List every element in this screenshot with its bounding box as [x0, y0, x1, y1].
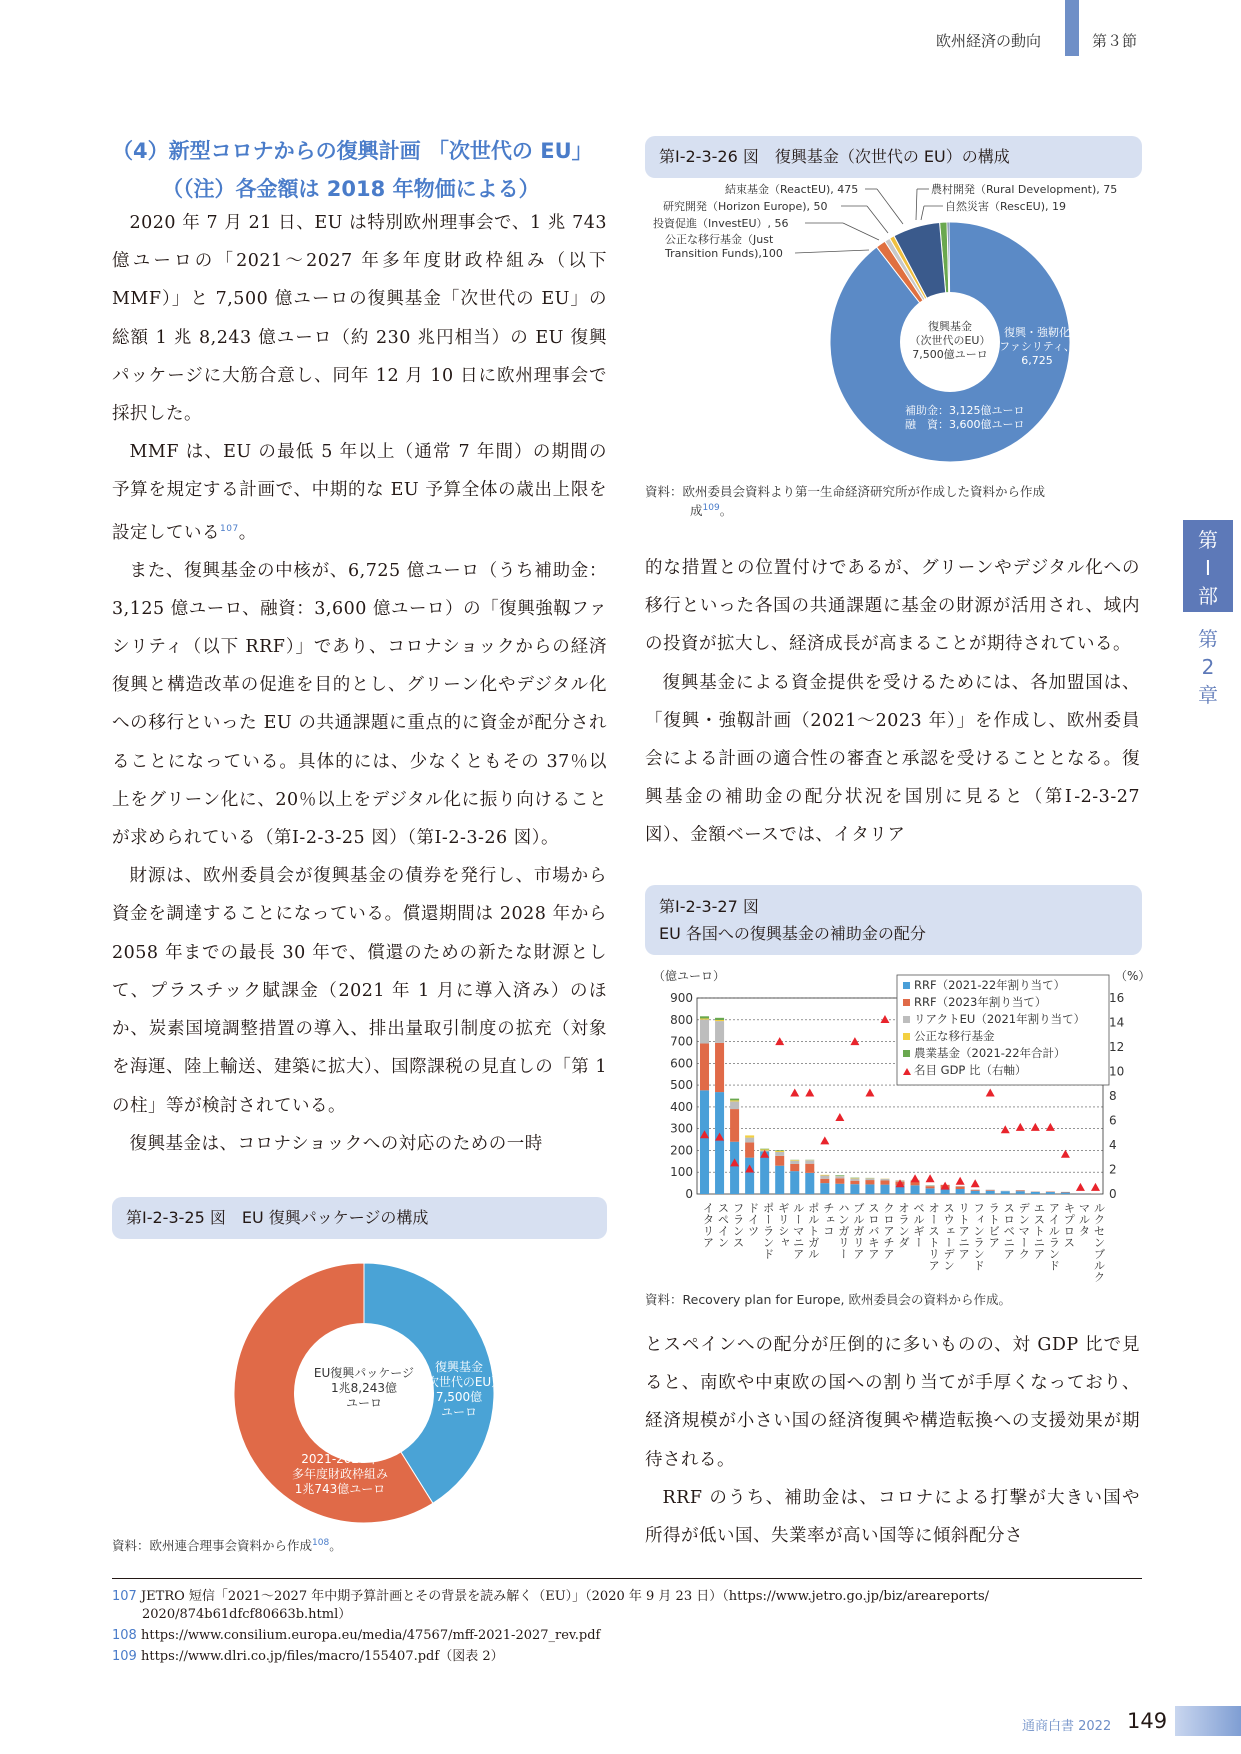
figure-25-donut-chart	[112, 1245, 612, 1535]
figure-25-title: 第Ⅰ-2-3-25 図 EU 復興パッケージの構成	[112, 1197, 607, 1239]
bar-segment	[805, 1160, 814, 1163]
center-label-line: ユーロ	[345, 1396, 383, 1410]
bar-segment	[835, 1178, 844, 1183]
y-tick-label: 900	[670, 991, 693, 1005]
gdp-marker	[1001, 1125, 1010, 1133]
paragraph: また、復興基金の中核が、6,725 億ユーロ（うち補助金：3,125 億ユーロ、融資：3,600 億ユーロ）の「復興強靱ファシリティ（以下 RRF）」であり、コロナショックからの経済復興と構造改革の促進を目的とし、グリーン化やデジタル化への移行といった EU の共通課題に重点的に資金が配分されることになっている。具体的には、少なくともその 37％以上をグリーン化に、20％以上をデジタル化に振り向けることが求められている（第Ⅰ-2-3-25 図）（第Ⅰ-2-3-26 図）。	[112, 560, 607, 849]
bar-segment	[700, 1018, 709, 1019]
x-tick-label: キプロス	[1062, 1202, 1077, 1248]
part-tab	[1183, 520, 1233, 612]
paragraph: 2020 年 7 月 21 日、EU は特別欧州理事会で、1 兆 743 億ユーロの「2021～2027 年多年度財政枠組み（以下 MMF）」と 7,500 億ユーロの復興基金「次世代の EU」の総額 1 兆 8,243 億ユーロ（約 230 兆円相当）の EU 復興パッケージに大筋合意し、同年 12 月 10 日に欧州理事会で採択した。	[112, 213, 607, 425]
slice-label-recovery: （次世代のEU）	[414, 1375, 504, 1389]
bar-segment	[790, 1171, 799, 1194]
gdp-marker	[820, 1136, 829, 1144]
y-tick-label: 500	[670, 1078, 693, 1093]
bar-segment	[790, 1160, 799, 1161]
bar-segment	[835, 1184, 844, 1194]
y-tick-label: 0	[685, 1187, 693, 1201]
gdp-marker	[1046, 1123, 1055, 1131]
slice-label-horizon: 研究開発（Horizon Europe), 50	[663, 200, 828, 213]
x-tick-label: ベルギー	[912, 1202, 927, 1248]
paragraph: 復興基金による資金提供を受けるためには、各加盟国は、「復興・強靱計画（2021～2023 年）」を作成し、欧州委員会による計画の適合性の審査と承認を受けることとなる。復興基金の補助金の配分状況を国別に見ると（第Ⅰ-2-3-27 図）、金額ベースでは、イタリア	[645, 672, 1140, 846]
slice-label-recovery: 7,500億	[435, 1390, 483, 1404]
x-tick-label: デンマーク	[1017, 1202, 1032, 1260]
x-tick-label: ルクセンブルク	[1092, 1202, 1107, 1283]
y-tick-label: 600	[670, 1056, 693, 1071]
paragraph: 復興基金は、コロナショックへの対応のための一時	[129, 1133, 543, 1154]
gdp-marker	[865, 1089, 874, 1097]
slice-label-rrf: 復興・強靭化	[1004, 326, 1070, 339]
y-tick-label: 100	[670, 1165, 693, 1180]
gdp-marker	[805, 1089, 814, 1097]
bar-segment	[760, 1149, 769, 1150]
right-body-text-2	[645, 1326, 1140, 1555]
bar-segment	[730, 1101, 739, 1109]
bar-segment	[865, 1178, 874, 1180]
x-tick-label: エストニア	[1032, 1202, 1047, 1260]
x-tick-label: スウェーデン	[942, 1202, 957, 1271]
bar-segment	[715, 1020, 724, 1021]
bar-segment	[880, 1185, 889, 1194]
bar-segment	[820, 1175, 829, 1178]
bar-segment	[926, 1186, 935, 1188]
bar-segment	[700, 1044, 709, 1091]
heading-line-2: （（注）各金額は 2018 年物価による）	[162, 177, 540, 201]
bar-segment	[700, 1020, 709, 1044]
figure-26-title: 第Ⅰ-2-3-26 図 復興基金（次世代の EU）の構成	[645, 136, 1142, 178]
bar-segment	[956, 1186, 965, 1187]
slice-label-recovery: 復興基金	[434, 1360, 484, 1374]
x-tick-label: フランス	[731, 1202, 746, 1248]
x-tick-label: ルーマニア	[791, 1202, 806, 1260]
gdp-marker	[1016, 1123, 1025, 1131]
x-tick-label: ギリシャ	[776, 1202, 791, 1248]
bar-segment	[1061, 1192, 1070, 1194]
heading-line-1: （4）新型コロナからの復興計画 「次世代の EU」	[112, 139, 593, 163]
page-number: 149	[1127, 1709, 1168, 1733]
bar-segment	[850, 1179, 859, 1181]
right-body-text-1	[645, 549, 1140, 855]
annotation-loan: 融 資：3,600億ユーロ	[905, 418, 1025, 431]
y2-tick-label: 10	[1109, 1064, 1125, 1079]
x-tick-label: スロベニア	[1002, 1202, 1017, 1260]
paragraph: MMF は、EU の最低 5 年以上（通常 7 年間）の期間の予算を規定する計画で、中期的な EU 予算全体の歳出上限を設定している$^{107}$。	[112, 442, 607, 543]
y-tick-label: 400	[670, 1099, 693, 1114]
gdp-marker	[1031, 1123, 1040, 1131]
y2-tick-label: 6	[1109, 1113, 1117, 1128]
bar-segment	[835, 1175, 844, 1176]
x-tick-label: リトアニア	[957, 1202, 972, 1260]
bar-segment	[1016, 1191, 1025, 1194]
y2-axis-label: （%）	[1115, 969, 1151, 983]
bar-segment	[805, 1173, 814, 1194]
footer-book-title: 通商白書 2022	[1022, 1719, 1112, 1734]
bar-segment	[820, 1179, 829, 1183]
left-body-text	[112, 204, 607, 1163]
slice-label-recovery: ユーロ	[440, 1405, 478, 1419]
bar-segment	[790, 1164, 799, 1171]
y2-tick-label: 12	[1109, 1040, 1125, 1054]
part-tab-char: 部	[1198, 584, 1218, 608]
slice-label-resc: 自然災害（RescEU), 19	[945, 200, 1066, 213]
center-label-line: 復興基金	[928, 320, 972, 333]
bar-segment	[730, 1109, 739, 1142]
bar-segment	[700, 1090, 709, 1194]
bar-segment	[775, 1156, 784, 1166]
gdp-marker	[911, 1174, 920, 1182]
slice-label-react: 結束基金（ReactEU), 475	[725, 183, 859, 196]
legend-label: 名目 GDP 比（右軸）	[914, 1063, 1027, 1077]
figure-27-title-line: EU 各国への復興基金の補助金の配分	[659, 924, 926, 943]
center-label-line: EU復興パッケージ	[313, 1366, 415, 1380]
bar-segment	[971, 1191, 980, 1194]
slice-label-invest: 投資促進（InvestEU）, 56	[653, 217, 789, 230]
x-tick-label: スロバキア	[866, 1202, 881, 1260]
bar-segment	[730, 1142, 739, 1194]
bar-segment	[775, 1151, 784, 1152]
x-tick-label: オーストリア	[927, 1202, 942, 1271]
bar-segment	[745, 1158, 754, 1194]
slice-label-mff: 2021-2027年	[301, 1452, 379, 1466]
bar-segment	[730, 1099, 739, 1101]
gdp-marker	[1091, 1183, 1100, 1191]
annotation-grant: 補助金：3,125億ユーロ	[905, 404, 1025, 417]
bar-segment	[790, 1161, 799, 1164]
x-tick-label: ブルガリア	[851, 1202, 866, 1260]
gdp-marker	[850, 1037, 859, 1045]
bar-segment	[850, 1181, 859, 1184]
running-header-section-title: 欧州経済の動向	[936, 32, 1042, 50]
bar-segment	[986, 1190, 995, 1191]
figure-27-title-line: 第Ⅰ-2-3-27 図	[659, 897, 759, 916]
y2-tick-label: 4	[1109, 1138, 1117, 1152]
footnote-ref[interactable]: 107	[220, 523, 239, 534]
bar-segment	[715, 1092, 724, 1194]
bar-segment	[1046, 1192, 1055, 1194]
paragraph: RRF のうち、補助金は、コロナによる打撃が大きい国や所得が低い国、失業率が高い国等に傾斜配分さ	[645, 1487, 1140, 1547]
y-tick-label: 300	[670, 1121, 693, 1136]
slice-label-just: 公正な移行基金（Just	[665, 233, 774, 246]
bar-segment	[715, 1021, 724, 1043]
x-tick-label: ポーランド	[761, 1202, 776, 1260]
bar-segment	[880, 1179, 889, 1181]
slice-label-rrf: 6,725	[1021, 354, 1053, 367]
gdp-marker	[880, 1015, 889, 1023]
y2-tick-label: 2	[1109, 1162, 1117, 1177]
x-tick-label: アイルランド	[1047, 1202, 1062, 1271]
bar-segment	[715, 1018, 724, 1020]
legend-swatch	[903, 1016, 910, 1023]
bar-segment	[775, 1166, 784, 1194]
bar-segment	[820, 1175, 829, 1176]
footnote-divider	[112, 1578, 1142, 1579]
legend-label: RRF（2021-22年割り当て）	[914, 978, 1066, 992]
footnote-ref[interactable]: 108	[312, 1538, 330, 1548]
bar-segment	[745, 1135, 754, 1137]
bar-segment	[805, 1164, 814, 1173]
y-tick-label: 800	[670, 1012, 693, 1027]
chapter-tab	[1183, 625, 1233, 709]
bar-segment	[835, 1176, 844, 1178]
bar-segment	[715, 1043, 724, 1092]
x-tick-label: マルタ	[1077, 1202, 1092, 1237]
bar-segment	[956, 1189, 965, 1194]
center-label-line: 1兆8,243億	[331, 1381, 397, 1395]
legend-swatch	[903, 1033, 910, 1040]
legend	[897, 975, 1109, 1085]
gdp-marker	[835, 1113, 844, 1121]
bar-segment	[911, 1185, 920, 1194]
bar-segment	[745, 1138, 754, 1143]
bar-segment	[926, 1188, 935, 1194]
gdp-marker	[1076, 1183, 1085, 1191]
x-tick-label: イタリア	[701, 1202, 716, 1248]
paragraph: 的な措置との位置付けであるが、グリーンやデジタル化への移行といった各国の共通課題に基金の財源が活用され、域内の投資が拡大し、経済成長が高まることが期待されている。	[645, 558, 1140, 655]
bar-segment	[730, 1100, 739, 1101]
bar-segment	[956, 1187, 965, 1189]
bar-segment	[760, 1152, 769, 1194]
x-tick-label: ドイツ	[746, 1202, 761, 1237]
y2-tick-label: 16	[1109, 991, 1125, 1005]
figure-26-source: 資料：欧州委員会資料より第一生命経済研究所が作成した資料から作成 成$^{109}$。	[645, 484, 1046, 519]
legend-label: 公正な移行基金	[914, 1029, 995, 1043]
bar-segment	[865, 1180, 874, 1184]
bar-segment	[1016, 1191, 1025, 1192]
x-tick-label: ハンガリー	[836, 1202, 851, 1260]
y-tick-label: 700	[670, 1034, 693, 1049]
gdp-marker	[986, 1089, 995, 1097]
bar-segment	[775, 1150, 784, 1151]
gdp-marker	[775, 1037, 784, 1045]
y2-tick-label: 14	[1109, 1015, 1125, 1030]
bar-segment	[880, 1180, 889, 1184]
part-tab-char: Ⅰ	[1205, 556, 1211, 580]
y2-tick-label: 8	[1109, 1089, 1117, 1103]
footnote-ref[interactable]: 109	[702, 503, 720, 513]
bar-segment	[971, 1190, 980, 1191]
gdp-marker	[956, 1177, 965, 1185]
paragraph: とスペインへの配分が圧倒的に多いものの、対 GDP 比で見ると、南欧や中東欧の国への割り当てが手厚くなっており、経済規模が小さい国の経済復興や構造転換への支援効果が期待される。	[645, 1335, 1140, 1470]
y2-tick-label: 0	[1109, 1187, 1117, 1201]
footnote-108: 108 https://www.consilium.europa.eu/media/47567/mff-2021-2027_rev.pdf	[112, 1628, 601, 1643]
gdp-marker	[1061, 1150, 1070, 1158]
legend-label: RRF（2023年割り当て）	[914, 995, 1047, 1009]
x-tick-label: ポルトガル	[806, 1202, 821, 1260]
footnote-107: 107 JETRO 短信「2021～2027 年中期予算計画とその背景を読み解く（EU）」（2020 年 9 月 23 日）（https://www.jetro.go.jp/biz/areareports/ 2020/874b61dfcf80663b.html）	[112, 1589, 989, 1622]
slice-label-mff: 多年度財政枠組み	[291, 1467, 389, 1481]
bar-segment	[1001, 1191, 1010, 1194]
figure-27-source: 資料：Recovery plan for Europe, 欧州委員会の資料から作成。	[645, 1292, 1011, 1307]
x-tick-label: チェコ	[821, 1202, 836, 1237]
bar-segment	[775, 1152, 784, 1156]
y-tick-label: 200	[670, 1143, 693, 1158]
bar-segment	[926, 1186, 935, 1187]
bar-segment	[745, 1142, 754, 1157]
center-label-line: （次世代のEU）	[909, 334, 991, 347]
bar-segment	[1031, 1192, 1040, 1194]
paragraph: 財源は、欧州委員会が復興基金の債券を発行し、市場から資金を調達することになっている。償還期間は 2028 年から 2058 年までの最長 30 年で、償還のための新たな財源として、プラスチック賦課金（2021 年 1 月に導入済み）のほか、炭素国境調整措置の導入、排出量取引制度の拡充（対象を海運、陸上輸送、建築に拡大）、国際課税の見直しの「第 1 の柱」等が検討されている。	[112, 866, 607, 1116]
footer-accent-bar	[1175, 1706, 1241, 1736]
bar-segment	[820, 1183, 829, 1194]
gdp-marker	[971, 1179, 980, 1187]
figure-27-bar-chart	[645, 962, 1151, 1287]
chapter-tab-char: 2	[1201, 655, 1215, 679]
chapter-tab-char: 章	[1198, 683, 1218, 707]
chapter-tab-char: 第	[1198, 627, 1218, 651]
slice-label-rural: 農村開発（Rural Development), 75	[931, 183, 1118, 196]
bar-segment	[700, 1016, 709, 1018]
x-tick-label: スペイン	[716, 1202, 731, 1248]
x-tick-label: オランダ	[897, 1202, 911, 1248]
figure-27-title	[645, 885, 1142, 955]
part-tab-char: 第	[1198, 528, 1218, 552]
slice-label-rrf: ファシリティ、	[999, 340, 1075, 353]
figure-26-donut-chart	[645, 180, 1145, 480]
bar-segment	[865, 1184, 874, 1194]
bar-segment	[850, 1184, 859, 1194]
section-heading	[112, 132, 612, 208]
running-header-section-number: 第３節	[1092, 32, 1138, 50]
y-axis-label: （億ユーロ）	[653, 969, 726, 983]
figure-25-source: 資料：欧州連合理事会資料から作成$^{108}$。	[112, 1538, 342, 1554]
legend-label: 農業基金（2021-22年合計）	[914, 1046, 1066, 1060]
bar-segment	[986, 1191, 995, 1194]
x-tick-label: クロアチア	[881, 1202, 896, 1260]
center-label-line: 7,500億ユーロ	[912, 348, 988, 361]
header-accent-bar	[1065, 0, 1079, 56]
slice-label-just: Transition Funds),100	[665, 247, 783, 260]
x-tick-label: フィンランド	[972, 1202, 987, 1271]
gdp-marker	[926, 1174, 935, 1182]
gdp-marker	[790, 1089, 799, 1097]
legend-label: リアクトEU（2021年割り当て）	[914, 1012, 1086, 1026]
legend-swatch	[903, 982, 910, 989]
legend-swatch	[903, 1050, 910, 1057]
slice-label-mff: 1兆743億ユーロ	[294, 1482, 386, 1496]
x-tick-label: ラトビア	[987, 1202, 1002, 1248]
legend-swatch	[903, 999, 910, 1006]
footnote-109: 109 https://www.dlri.co.jp/files/macro/155407.pdf（図表 2）	[112, 1649, 504, 1664]
